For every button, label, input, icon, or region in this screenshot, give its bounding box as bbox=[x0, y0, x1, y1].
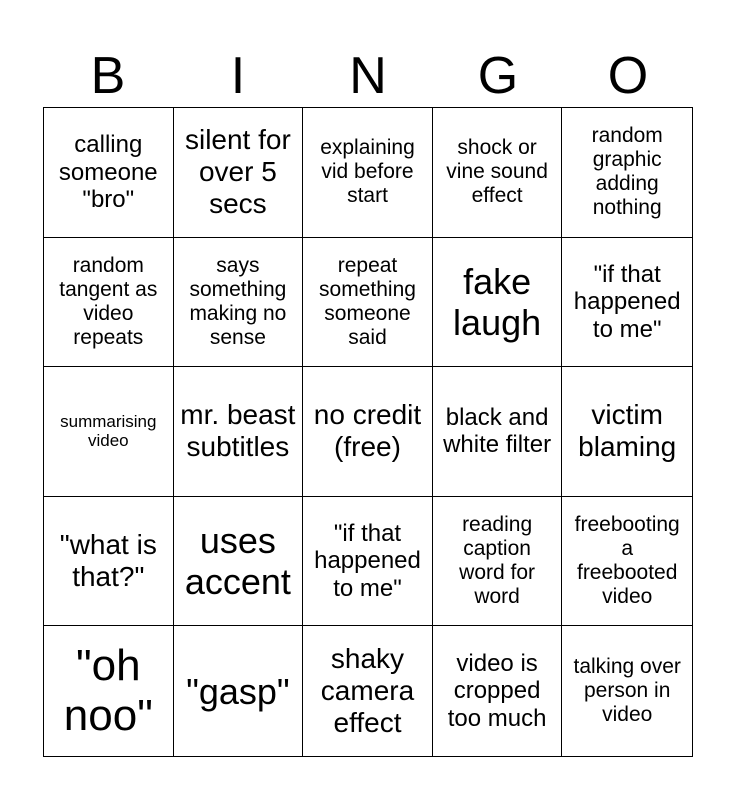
cell-text: says something making no sense bbox=[189, 253, 287, 350]
bingo-cell[interactable] bbox=[433, 367, 563, 497]
cell-text: video is cropped too much bbox=[447, 649, 547, 732]
cell-text: shock or vine sound effect bbox=[446, 136, 548, 208]
bingo-cell[interactable] bbox=[562, 626, 692, 756]
bingo-cell[interactable] bbox=[174, 367, 304, 497]
cell-text: uses accent bbox=[184, 519, 291, 603]
cell-text: victim blaming bbox=[578, 399, 677, 463]
bingo-cell[interactable] bbox=[562, 108, 692, 238]
cell-text: reading caption word for word bbox=[459, 512, 536, 609]
header-letter-o: O bbox=[607, 47, 649, 105]
bingo-cell[interactable] bbox=[303, 497, 433, 627]
cell-text: random tangent as video repeats bbox=[59, 253, 158, 350]
cell-text: "gasp" bbox=[186, 670, 290, 712]
bingo-cell[interactable] bbox=[174, 497, 304, 627]
cell-text: mr. beast subtitles bbox=[180, 399, 296, 463]
bingo-cell[interactable] bbox=[433, 497, 563, 627]
bingo-cell[interactable] bbox=[562, 497, 692, 627]
cell-text: "oh noo" bbox=[63, 640, 153, 741]
bingo-cell[interactable] bbox=[174, 108, 304, 238]
cell-text: fake laugh bbox=[453, 260, 542, 343]
cell-text: calling someone "bro" bbox=[58, 130, 158, 214]
cell-text: no credit (free) bbox=[313, 399, 422, 463]
bingo-header bbox=[43, 44, 693, 108]
cell-text: repeat something someone said bbox=[319, 253, 416, 350]
header-letter-n: N bbox=[349, 47, 387, 105]
cell-text: silent for over 5 secs bbox=[184, 124, 291, 220]
bingo-cell[interactable] bbox=[303, 367, 433, 497]
bingo-cell[interactable] bbox=[303, 238, 433, 368]
cell-text: talking over person in video bbox=[573, 654, 681, 727]
bingo-cell[interactable] bbox=[44, 108, 174, 238]
header-letter-g: G bbox=[477, 47, 519, 105]
bingo-cell[interactable] bbox=[44, 626, 174, 756]
cell-text: freebooting a freebooted video bbox=[574, 512, 680, 609]
cell-text: explaining vid before start bbox=[320, 136, 415, 208]
cell-text: shaky camera effect bbox=[320, 642, 415, 739]
bingo-cell[interactable] bbox=[44, 497, 174, 627]
bingo-cell[interactable] bbox=[303, 626, 433, 756]
cell-text: "if that happened to me" bbox=[573, 260, 681, 343]
bingo-cell[interactable] bbox=[433, 626, 563, 756]
header-letter-b: B bbox=[90, 47, 126, 105]
bingo-cell[interactable] bbox=[303, 108, 433, 238]
bingo-cell[interactable] bbox=[433, 108, 563, 238]
bingo-cell[interactable] bbox=[433, 238, 563, 368]
bingo-cell[interactable] bbox=[44, 367, 174, 497]
bingo-cell[interactable] bbox=[174, 626, 304, 756]
cell-text: "what is that?" bbox=[59, 528, 157, 593]
bingo-cell[interactable] bbox=[562, 367, 692, 497]
cell-text: summarising video bbox=[60, 411, 157, 451]
bingo-board bbox=[43, 107, 693, 757]
cell-text: black and white filter bbox=[443, 403, 552, 459]
header-letter-i: I bbox=[230, 47, 246, 105]
bingo-cell[interactable] bbox=[174, 238, 304, 368]
bingo-cell[interactable] bbox=[562, 238, 692, 368]
bingo-cell[interactable] bbox=[44, 238, 174, 368]
cell-text: "if that happened to me" bbox=[314, 519, 421, 602]
cell-text: random graphic adding nothing bbox=[591, 124, 663, 220]
